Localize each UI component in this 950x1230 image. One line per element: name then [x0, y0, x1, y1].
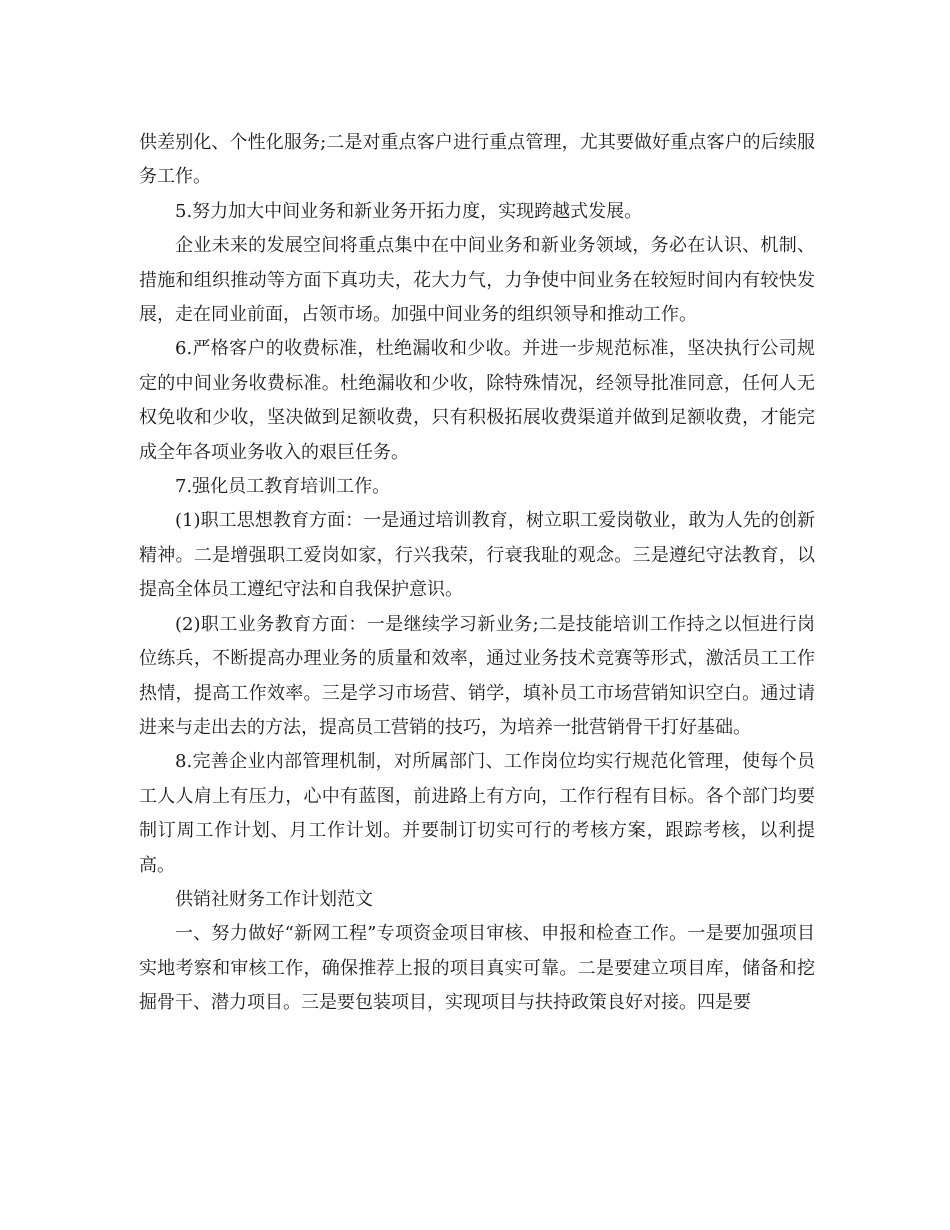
paragraph-item-8: 8.完善企业内部管理机制，对所属部门、工作岗位均实行规范化管理，使每个员工人人肩上有压力，心中有蓝图，前进路上有方向，工作行程有目标。各个部门均要制订周工作计划、月工作计划。并要制订切实可行的考核方案，跟踪考核，以利提高。: [139, 751, 815, 876]
paragraph-item-6: 6.严格客户的收费标准，杜绝漏收和少收。并进一步规范标准，坚决执行公司规定的中间业务收费标准。杜绝漏收和少收，除特殊情况，经领导批准同意，任何人无权免收和少收，坚决做到足额收费，只有积极拓展收费渠道并做到足额收费，才能完成全年各项业务收入的艰巨任务。: [139, 338, 815, 463]
paragraph-continuation: 供差别化、个性化服务;二是对重点客户进行重点管理，尤其要做好重点客户的后续服务工作。: [139, 132, 815, 188]
paragraph-section-1: 一、努力做好“新网工程”专项资金项目审核、申报和检查工作。一是要加强项目实地考察和审核工作，确保推荐上报的项目真实可靠。二是要建立项目库，储备和挖掘骨干、潜力项目。三是要包装项目，实现项目与扶持政策良好对接。四是要: [139, 923, 815, 1014]
paragraph-item-7-sub-2: (2)职工业务教育方面：一是继续学习新业务;二是技能培训工作持之以恒进行岗位练兵，不断提高办理业务的质量和效率，通过业务技术竞赛等形式，激活员工工作热情，提高工作效率。三是学习市场营、销学，填补员工市场营销知识空白。通过请进来与走出去的方法，提高员工营销的技巧，为培养一批营销骨干打好基础。: [139, 613, 815, 738]
paragraph-item-7-sub-1: (1)职工思想教育方面：一是通过培训教育，树立职工爱岗敬业，敢为人先的创新精神。二是增强职工爱岗如家，行兴我荣，行衰我耻的观念。三是遵纪守法教育，以提高全体员工遵纪守法和自我保护意识。: [139, 510, 815, 601]
document-body: [139, 126, 815, 1021]
paragraph-item-7-heading: 7.强化员工教育培训工作。: [175, 476, 391, 498]
paragraph-item-5-heading: 5.努力加大中间业务和新业务开拓力度，实现跨越式发展。: [175, 200, 643, 222]
paragraph-item-5-body: 企业未来的发展空间将重点集中在中间业务和新业务领域，务必在认识、机制、措施和组织推动等方面下真功夫，花大力气，力争使中间业务在较短时间内有较快发展，走在同业前面，占领市场。加强中间业务的组织领导和推动工作。: [139, 235, 815, 326]
section-title: 供销社财务工作计划范文: [175, 888, 373, 910]
